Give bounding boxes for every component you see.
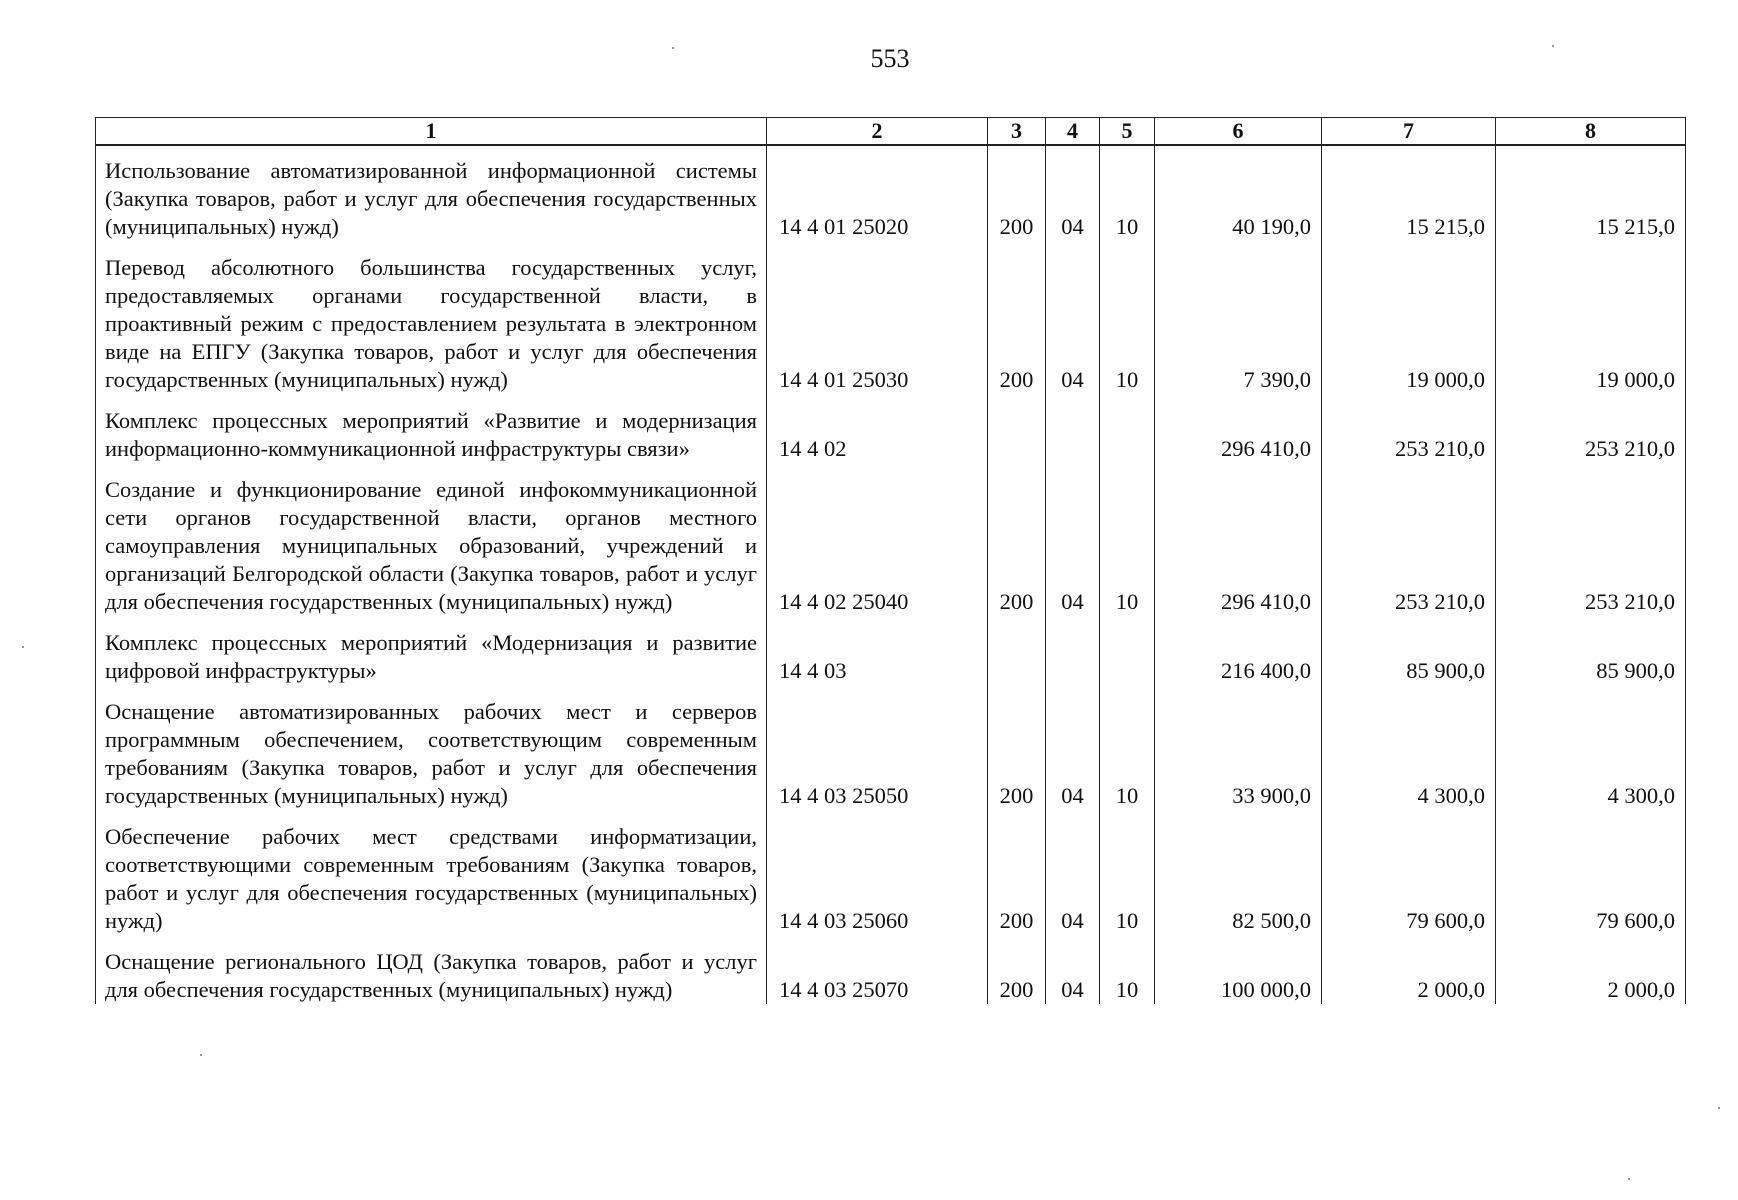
column-header: 4 (1046, 118, 1100, 146)
section-code: 04 (1046, 465, 1100, 618)
amount-col-7: 4 300,0 (1322, 687, 1496, 812)
target-code: 14 4 01 25030 (767, 243, 988, 396)
section-code: 04 (1046, 812, 1100, 937)
expense-type: 200 (988, 687, 1046, 812)
amount-col-6: 296 410,0 (1155, 396, 1322, 465)
subsection-code: 10 (1100, 937, 1155, 1004)
scan-speck (1552, 45, 1554, 47)
scan-speck (200, 1054, 202, 1056)
expense-type: 200 (988, 812, 1046, 937)
table-row (96, 243, 1686, 396)
column-header: 7 (1322, 118, 1496, 146)
section-code (1046, 396, 1100, 465)
amount-col-6: 100 000,0 (1155, 937, 1322, 1004)
amount-col-7: 19 000,0 (1322, 243, 1496, 396)
page-number: 553 (870, 44, 910, 73)
amount-col-8: 19 000,0 (1496, 243, 1686, 396)
expense-name: Перевод абсолютного большинства государственных услуг, предоставляемых органами государственной власти, в проактивный режим с предоставлением результата в электронном виде на ЕПГУ (Закупка товаров, работ и услуг для обеспечения государственных (муниципальных) нужд) (96, 243, 767, 396)
column-header: 1 (96, 118, 767, 146)
scan-speck (1628, 1178, 1630, 1180)
subsection-code (1100, 618, 1155, 687)
amount-col-8: 85 900,0 (1496, 618, 1686, 687)
header-row (96, 118, 1686, 146)
amount-col-7: 85 900,0 (1322, 618, 1496, 687)
expense-name: Оснащение регионального ЦОД (Закупка товаров, работ и услуг для обеспечения государственных (муниципальных) нужд) (96, 937, 767, 1004)
amount-col-6: 296 410,0 (1155, 465, 1322, 618)
expense-name: Комплекс процессных мероприятий «Развитие и модернизация информационно-коммуникационной инфраструктуры связи» (96, 396, 767, 465)
subsection-code: 10 (1100, 687, 1155, 812)
target-code: 14 4 01 25020 (767, 145, 988, 243)
subsection-code: 10 (1100, 145, 1155, 243)
amount-col-8: 79 600,0 (1496, 812, 1686, 937)
scan-speck (22, 646, 24, 648)
amount-col-8: 2 000,0 (1496, 937, 1686, 1004)
amount-col-7: 253 210,0 (1322, 396, 1496, 465)
subsection-code: 10 (1100, 465, 1155, 618)
subsection-code: 10 (1100, 812, 1155, 937)
amount-col-7: 2 000,0 (1322, 937, 1496, 1004)
target-code: 14 4 03 25050 (767, 687, 988, 812)
amount-col-8: 15 215,0 (1496, 145, 1686, 243)
table-row (96, 465, 1686, 618)
column-header: 6 (1155, 118, 1322, 146)
expense-type: 200 (988, 145, 1046, 243)
amount-col-6: 40 190,0 (1155, 145, 1322, 243)
table-row (96, 396, 1686, 465)
column-header: 5 (1100, 118, 1155, 146)
expense-type: 200 (988, 937, 1046, 1004)
column-header: 3 (988, 118, 1046, 146)
section-code: 04 (1046, 243, 1100, 396)
expense-name: Обеспечение рабочих мест средствами информатизации, соответствующими современным требованиям (Закупка товаров, работ и услуг для обеспечения государственных (муниципальных) нужд) (96, 812, 767, 937)
amount-col-6: 216 400,0 (1155, 618, 1322, 687)
amount-col-6: 82 500,0 (1155, 812, 1322, 937)
expense-type: 200 (988, 465, 1046, 618)
table-row (96, 687, 1686, 812)
target-code: 14 4 02 (767, 396, 988, 465)
amount-col-8: 253 210,0 (1496, 465, 1686, 618)
expense-type (988, 618, 1046, 687)
table-row (96, 812, 1686, 937)
amount-col-6: 7 390,0 (1155, 243, 1322, 396)
subsection-code: 10 (1100, 243, 1155, 396)
budget-table (95, 117, 1686, 1004)
scan-speck (1718, 1107, 1720, 1109)
target-code: 14 4 02 25040 (767, 465, 988, 618)
column-header: 2 (767, 118, 988, 146)
subsection-code (1100, 396, 1155, 465)
table-row (96, 145, 1686, 243)
amount-col-7: 15 215,0 (1322, 145, 1496, 243)
amount-col-7: 253 210,0 (1322, 465, 1496, 618)
amount-col-7: 79 600,0 (1322, 812, 1496, 937)
section-code: 04 (1046, 145, 1100, 243)
amount-col-6: 33 900,0 (1155, 687, 1322, 812)
scan-speck (672, 47, 674, 49)
target-code: 14 4 03 25060 (767, 812, 988, 937)
target-code: 14 4 03 (767, 618, 988, 687)
expense-name: Использование автоматизированной информационной системы (Закупка товаров, работ и услуг для обеспечения государственных (муниципальных) нужд) (96, 145, 767, 243)
target-code: 14 4 03 25070 (767, 937, 988, 1004)
expense-type: 200 (988, 243, 1046, 396)
table-row (96, 618, 1686, 687)
expense-type (988, 396, 1046, 465)
amount-col-8: 253 210,0 (1496, 396, 1686, 465)
section-code: 04 (1046, 937, 1100, 1004)
expense-name: Комплекс процессных мероприятий «Модернизация и развитие цифровой инфраструктуры» (96, 618, 767, 687)
amount-col-8: 4 300,0 (1496, 687, 1686, 812)
table-row (96, 937, 1686, 1004)
column-header: 8 (1496, 118, 1686, 146)
section-code: 04 (1046, 687, 1100, 812)
expense-name: Оснащение автоматизированных рабочих мест и серверов программным обеспечением, соответствующим современным требованиям (Закупка товаров, работ и услуг для обеспечения государственных (муниципальных) нужд) (96, 687, 767, 812)
section-code (1046, 618, 1100, 687)
expense-name: Создание и функционирование единой инфокоммуникационной сети органов государственной власти, органов местного самоуправления муниципальных образований, учреждений и организаций Белгородской области (Закупка товаров, работ и услуг для обеспечения государственных (муниципальных) нужд) (96, 465, 767, 618)
